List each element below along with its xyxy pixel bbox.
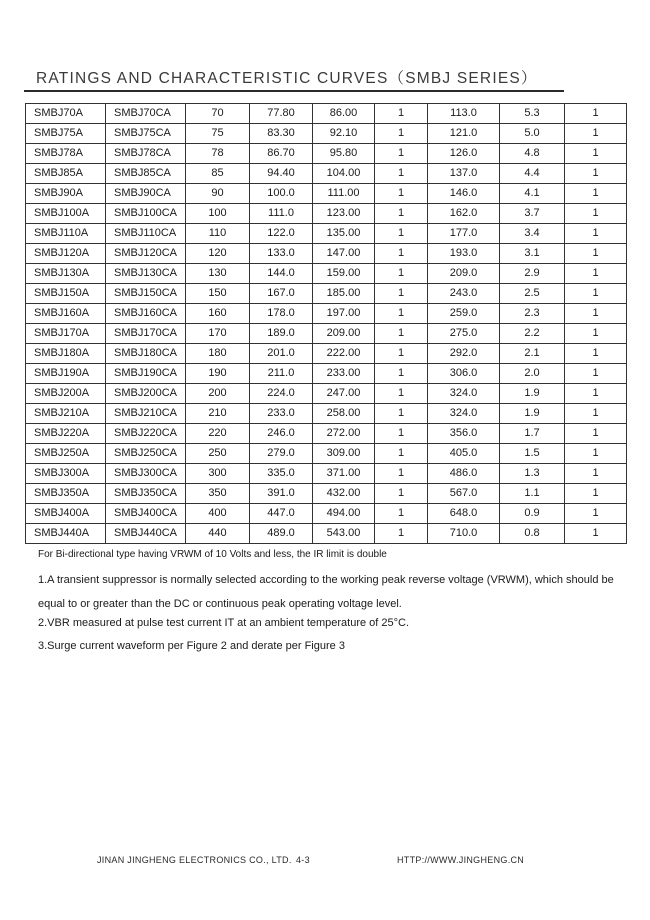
table-cell: SMBJ210CA bbox=[106, 404, 186, 424]
table-cell: 70 bbox=[186, 104, 250, 124]
table-row bbox=[26, 304, 627, 324]
table-cell: SMBJ350CA bbox=[106, 484, 186, 504]
table-cell: 1 bbox=[565, 124, 627, 144]
ratings-table bbox=[25, 103, 627, 544]
table-cell: 113.0 bbox=[428, 104, 500, 124]
table-cell: 1 bbox=[565, 244, 627, 264]
table-cell: 162.0 bbox=[428, 204, 500, 224]
table-cell: 92.10 bbox=[313, 124, 375, 144]
table-cell: 185.00 bbox=[313, 284, 375, 304]
table-cell: 220 bbox=[186, 424, 250, 444]
table-cell: 1 bbox=[565, 424, 627, 444]
table-cell: 4.1 bbox=[500, 184, 565, 204]
table-row bbox=[26, 124, 627, 144]
table-cell: SMBJ100A bbox=[26, 204, 106, 224]
table-cell: SMBJ210A bbox=[26, 404, 106, 424]
table-cell: SMBJ90CA bbox=[106, 184, 186, 204]
table-row bbox=[26, 344, 627, 364]
table-cell: 100 bbox=[186, 204, 250, 224]
table-cell: 104.00 bbox=[313, 164, 375, 184]
table-cell: 160 bbox=[186, 304, 250, 324]
table-cell: 292.0 bbox=[428, 344, 500, 364]
table-row bbox=[26, 364, 627, 384]
table-cell: 250 bbox=[186, 444, 250, 464]
table-cell: 1.9 bbox=[500, 404, 565, 424]
table-cell: 90 bbox=[186, 184, 250, 204]
table-cell: SMBJ120A bbox=[26, 244, 106, 264]
note-1-line-1: 1.A transient suppressor is normally selected according to the working peak reverse voltage (VRWM), which should be bbox=[38, 574, 614, 586]
table-cell: SMBJ85CA bbox=[106, 164, 186, 184]
table-cell: 1 bbox=[375, 224, 428, 244]
table-row bbox=[26, 164, 627, 184]
table-cell: SMBJ78A bbox=[26, 144, 106, 164]
table-cell: 200 bbox=[186, 384, 250, 404]
table-cell: SMBJ75CA bbox=[106, 124, 186, 144]
table-cell: 272.00 bbox=[313, 424, 375, 444]
table-cell: 1 bbox=[565, 204, 627, 224]
table-cell: 130 bbox=[186, 264, 250, 284]
table-cell: 159.00 bbox=[313, 264, 375, 284]
table-row bbox=[26, 144, 627, 164]
table-cell: 1 bbox=[565, 504, 627, 524]
note-3: 3.Surge current waveform per Figure 2 and derate per Figure 3 bbox=[38, 640, 345, 652]
table-cell: SMBJ220A bbox=[26, 424, 106, 444]
table-cell: SMBJ300A bbox=[26, 464, 106, 484]
table-cell: SMBJ250A bbox=[26, 444, 106, 464]
table-cell: 133.0 bbox=[250, 244, 313, 264]
table-row bbox=[26, 284, 627, 304]
table-cell: 146.0 bbox=[428, 184, 500, 204]
table-cell: 126.0 bbox=[428, 144, 500, 164]
table-cell: 1.3 bbox=[500, 464, 565, 484]
table-cell: SMBJ85A bbox=[26, 164, 106, 184]
table-cell: 1 bbox=[565, 324, 627, 344]
table-cell: SMBJ150A bbox=[26, 284, 106, 304]
table-cell: 405.0 bbox=[428, 444, 500, 464]
table-cell: 391.0 bbox=[250, 484, 313, 504]
table-cell: SMBJ70A bbox=[26, 104, 106, 124]
table-row bbox=[26, 384, 627, 404]
table-cell: 1 bbox=[565, 224, 627, 244]
table-cell: 2.0 bbox=[500, 364, 565, 384]
table-cell: 1 bbox=[375, 264, 428, 284]
table-cell: 1 bbox=[375, 144, 428, 164]
table-cell: 1 bbox=[565, 344, 627, 364]
table-row bbox=[26, 444, 627, 464]
table-row bbox=[26, 104, 627, 124]
table-cell: 1 bbox=[565, 264, 627, 284]
table-cell: 233.0 bbox=[250, 404, 313, 424]
table-cell: 209.00 bbox=[313, 324, 375, 344]
table-cell: 494.00 bbox=[313, 504, 375, 524]
table-cell: 121.0 bbox=[428, 124, 500, 144]
table-cell: SMBJ400A bbox=[26, 504, 106, 524]
table-cell: 95.80 bbox=[313, 144, 375, 164]
table-cell: 1 bbox=[565, 444, 627, 464]
table-cell: 1 bbox=[375, 484, 428, 504]
table-cell: 1 bbox=[565, 144, 627, 164]
table-cell: 5.0 bbox=[500, 124, 565, 144]
table-cell: 1 bbox=[565, 164, 627, 184]
table-cell: SMBJ350A bbox=[26, 484, 106, 504]
table-cell: 2.9 bbox=[500, 264, 565, 284]
table-cell: 1 bbox=[375, 344, 428, 364]
table-cell: 1 bbox=[565, 464, 627, 484]
table-cell: 224.0 bbox=[250, 384, 313, 404]
table-cell: SMBJ110A bbox=[26, 224, 106, 244]
table-cell: 306.0 bbox=[428, 364, 500, 384]
table-cell: 324.0 bbox=[428, 404, 500, 424]
table-cell: 147.00 bbox=[313, 244, 375, 264]
table-cell: 3.7 bbox=[500, 204, 565, 224]
table-cell: 0.9 bbox=[500, 504, 565, 524]
table-cell: 189.0 bbox=[250, 324, 313, 344]
table-cell: SMBJ440A bbox=[26, 524, 106, 544]
table-row bbox=[26, 424, 627, 444]
table-cell: 167.0 bbox=[250, 284, 313, 304]
table-row bbox=[26, 404, 627, 424]
table-row bbox=[26, 524, 627, 544]
table-cell: 2.2 bbox=[500, 324, 565, 344]
table-cell: 432.00 bbox=[313, 484, 375, 504]
table-cell: 710.0 bbox=[428, 524, 500, 544]
table-row bbox=[26, 464, 627, 484]
table-cell: 222.00 bbox=[313, 344, 375, 364]
table-cell: 209.0 bbox=[428, 264, 500, 284]
table-cell: 243.0 bbox=[428, 284, 500, 304]
table-cell: 3.1 bbox=[500, 244, 565, 264]
table-cell: 211.0 bbox=[250, 364, 313, 384]
table-cell: 1.5 bbox=[500, 444, 565, 464]
table-cell: 246.0 bbox=[250, 424, 313, 444]
table-row bbox=[26, 224, 627, 244]
table-cell: SMBJ220CA bbox=[106, 424, 186, 444]
table-cell: 4.4 bbox=[500, 164, 565, 184]
ratings-table-body bbox=[26, 104, 627, 544]
table-cell: 210 bbox=[186, 404, 250, 424]
table-row bbox=[26, 264, 627, 284]
table-cell: 137.0 bbox=[428, 164, 500, 184]
table-cell: SMBJ160A bbox=[26, 304, 106, 324]
table-cell: SMBJ180A bbox=[26, 344, 106, 364]
table-cell: 1.7 bbox=[500, 424, 565, 444]
table-cell: SMBJ120CA bbox=[106, 244, 186, 264]
table-cell: 1 bbox=[375, 444, 428, 464]
table-cell: SMBJ170CA bbox=[106, 324, 186, 344]
table-cell: 0.8 bbox=[500, 524, 565, 544]
table-cell: 356.0 bbox=[428, 424, 500, 444]
table-cell: 2.3 bbox=[500, 304, 565, 324]
table-cell: 120 bbox=[186, 244, 250, 264]
note-1-line-2: equal to or greater than the DC or continuous peak operating voltage level. bbox=[38, 598, 402, 610]
table-cell: 1 bbox=[375, 464, 428, 484]
table-cell: 144.0 bbox=[250, 264, 313, 284]
table-cell: SMBJ110CA bbox=[106, 224, 186, 244]
table-cell: 111.0 bbox=[250, 204, 313, 224]
table-cell: 324.0 bbox=[428, 384, 500, 404]
table-cell: 1 bbox=[375, 124, 428, 144]
table-cell: SMBJ75A bbox=[26, 124, 106, 144]
table-cell: 83.30 bbox=[250, 124, 313, 144]
table-cell: 1 bbox=[375, 424, 428, 444]
footer-page-number: 4-3 bbox=[296, 855, 310, 865]
table-row bbox=[26, 204, 627, 224]
table-cell: 3.4 bbox=[500, 224, 565, 244]
table-cell: SMBJ100CA bbox=[106, 204, 186, 224]
table-cell: 180 bbox=[186, 344, 250, 364]
table-cell: 486.0 bbox=[428, 464, 500, 484]
table-cell: 135.00 bbox=[313, 224, 375, 244]
table-cell: 78 bbox=[186, 144, 250, 164]
table-cell: 300 bbox=[186, 464, 250, 484]
table-cell: SMBJ190A bbox=[26, 364, 106, 384]
table-cell: 371.00 bbox=[313, 464, 375, 484]
table-cell: 1 bbox=[375, 184, 428, 204]
table-cell: 1.9 bbox=[500, 384, 565, 404]
table-cell: 259.0 bbox=[428, 304, 500, 324]
table-cell: SMBJ150CA bbox=[106, 284, 186, 304]
table-cell: SMBJ78CA bbox=[106, 144, 186, 164]
table-cell: 193.0 bbox=[428, 244, 500, 264]
table-cell: 100.0 bbox=[250, 184, 313, 204]
table-cell: 2.5 bbox=[500, 284, 565, 304]
table-cell: 1 bbox=[565, 484, 627, 504]
table-cell: 123.00 bbox=[313, 204, 375, 224]
table-cell: 170 bbox=[186, 324, 250, 344]
footer-company: JINAN JINGHENG ELECTRONICS CO., LTD. bbox=[97, 855, 292, 865]
table-cell: 177.0 bbox=[428, 224, 500, 244]
table-cell: SMBJ250CA bbox=[106, 444, 186, 464]
table-row bbox=[26, 484, 627, 504]
table-cell: 1 bbox=[375, 504, 428, 524]
table-cell: 1.1 bbox=[500, 484, 565, 504]
table-cell: 1 bbox=[565, 384, 627, 404]
table-row bbox=[26, 504, 627, 524]
table-cell: 258.00 bbox=[313, 404, 375, 424]
table-cell: 350 bbox=[186, 484, 250, 504]
table-cell: 440 bbox=[186, 524, 250, 544]
table-cell: 279.0 bbox=[250, 444, 313, 464]
table-cell: SMBJ440CA bbox=[106, 524, 186, 544]
table-cell: 190 bbox=[186, 364, 250, 384]
table-cell: 2.1 bbox=[500, 344, 565, 364]
table-cell: 1 bbox=[565, 284, 627, 304]
table-cell: 335.0 bbox=[250, 464, 313, 484]
table-cell: 1 bbox=[375, 304, 428, 324]
table-cell: 1 bbox=[565, 184, 627, 204]
table-cell: 1 bbox=[375, 364, 428, 384]
table-cell: 1 bbox=[565, 304, 627, 324]
table-cell: SMBJ170A bbox=[26, 324, 106, 344]
table-cell: 86.70 bbox=[250, 144, 313, 164]
table-cell: SMBJ70CA bbox=[106, 104, 186, 124]
page-title: RATINGS AND CHARACTERISTIC CURVES（SMBJ SERIES） bbox=[36, 70, 538, 87]
note-2: 2.VBR measured at pulse test current IT at an ambient temperature of 25°C. bbox=[38, 617, 410, 629]
table-cell: 77.80 bbox=[250, 104, 313, 124]
table-cell: 197.00 bbox=[313, 304, 375, 324]
table-cell: 1 bbox=[375, 384, 428, 404]
table-cell: 309.00 bbox=[313, 444, 375, 464]
table-cell: SMBJ130A bbox=[26, 264, 106, 284]
table-cell: 110 bbox=[186, 224, 250, 244]
table-cell: 1 bbox=[565, 364, 627, 384]
table-cell: SMBJ190CA bbox=[106, 364, 186, 384]
table-cell: 1 bbox=[565, 104, 627, 124]
table-cell: 648.0 bbox=[428, 504, 500, 524]
table-cell: 1 bbox=[565, 404, 627, 424]
table-cell: SMBJ400CA bbox=[106, 504, 186, 524]
table-cell: 543.00 bbox=[313, 524, 375, 544]
table-cell: 4.8 bbox=[500, 144, 565, 164]
table-cell: 94.40 bbox=[250, 164, 313, 184]
table-cell: 275.0 bbox=[428, 324, 500, 344]
table-cell: 247.00 bbox=[313, 384, 375, 404]
table-cell: SMBJ200CA bbox=[106, 384, 186, 404]
table-row bbox=[26, 324, 627, 344]
table-cell: 1 bbox=[375, 244, 428, 264]
table-cell: 1 bbox=[375, 164, 428, 184]
table-cell: 489.0 bbox=[250, 524, 313, 544]
table-cell: 1 bbox=[375, 204, 428, 224]
table-cell: 75 bbox=[186, 124, 250, 144]
table-cell: 1 bbox=[375, 284, 428, 304]
table-cell: 400 bbox=[186, 504, 250, 524]
table-cell: SMBJ130CA bbox=[106, 264, 186, 284]
table-cell: 5.3 bbox=[500, 104, 565, 124]
table-cell: 447.0 bbox=[250, 504, 313, 524]
table-row bbox=[26, 244, 627, 264]
table-cell: SMBJ200A bbox=[26, 384, 106, 404]
table-cell: 1 bbox=[375, 404, 428, 424]
table-cell: 86.00 bbox=[313, 104, 375, 124]
table-cell: 233.00 bbox=[313, 364, 375, 384]
table-cell: 567.0 bbox=[428, 484, 500, 504]
table-cell: 111.00 bbox=[313, 184, 375, 204]
table-cell: 85 bbox=[186, 164, 250, 184]
table-cell: 1 bbox=[375, 524, 428, 544]
table-cell: SMBJ180CA bbox=[106, 344, 186, 364]
table-cell: 1 bbox=[375, 104, 428, 124]
table-cell: 1 bbox=[375, 324, 428, 344]
table-cell: SMBJ90A bbox=[26, 184, 106, 204]
table-cell: 201.0 bbox=[250, 344, 313, 364]
title-underline bbox=[24, 90, 564, 92]
bidirectional-note: For Bi-directional type having VRWM of 10 Volts and less, the IR limit is double bbox=[38, 549, 387, 560]
footer-url: HTTP://WWW.JINGHENG.CN bbox=[397, 855, 525, 865]
table-cell: 178.0 bbox=[250, 304, 313, 324]
table-cell: 1 bbox=[565, 524, 627, 544]
table-cell: 122.0 bbox=[250, 224, 313, 244]
table-cell: SMBJ160CA bbox=[106, 304, 186, 324]
table-cell: 150 bbox=[186, 284, 250, 304]
table-row bbox=[26, 184, 627, 204]
table-cell: SMBJ300CA bbox=[106, 464, 186, 484]
